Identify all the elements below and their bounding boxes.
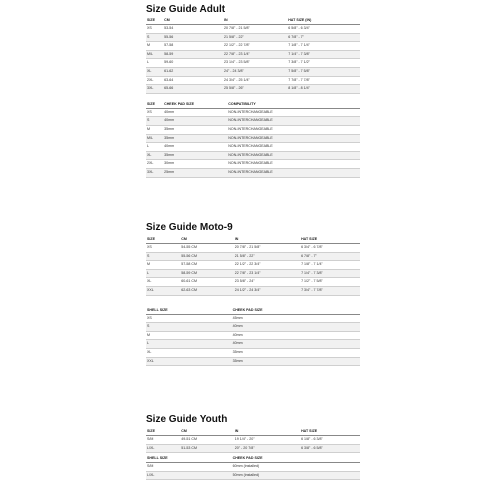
table-row xyxy=(146,471,360,480)
table-row xyxy=(146,444,360,453)
table-cell: XL xyxy=(146,348,232,357)
table-cell: 7 7/8" - 7 7/8" xyxy=(287,76,360,85)
table-cell: XS xyxy=(146,244,180,253)
table-row xyxy=(146,85,360,94)
table-cell: 8 1/8" - 8 1/4" xyxy=(287,85,360,94)
table-cell: XL xyxy=(146,278,180,287)
column-header: HAT SIZE xyxy=(300,236,360,244)
table-cell: 6 3/4" - 6 7/8" xyxy=(300,244,360,253)
table-cell: 57-58 xyxy=(163,42,223,51)
table-row xyxy=(146,314,360,323)
table-cell: S xyxy=(146,117,163,126)
table-cell: 35mm xyxy=(163,134,227,143)
youth-title: Size Guide Youth xyxy=(146,414,228,425)
table-row xyxy=(146,143,360,152)
table-cell: L xyxy=(146,269,180,278)
table-cell: S xyxy=(146,33,163,42)
table-cell: XS xyxy=(146,108,163,117)
table-cell: 40mm xyxy=(232,323,360,332)
table-cell: M/L xyxy=(146,50,163,59)
table-row xyxy=(146,151,360,160)
table-cell: 25 5/8" - 26" xyxy=(223,85,287,94)
table-row xyxy=(146,331,360,340)
table-cell: M xyxy=(146,261,180,270)
column-header: IN xyxy=(223,17,287,25)
table-cell: 58-59 xyxy=(163,50,223,59)
table-cell: M xyxy=(146,331,232,340)
table-cell: NON-INTERCHANGEABLE xyxy=(227,151,360,160)
column-header: SIZE xyxy=(146,17,163,25)
table-row xyxy=(146,50,360,59)
table-cell: 7 5/8" - 7 5/8" xyxy=(287,67,360,76)
adult-section xyxy=(146,4,360,178)
column-header: SIZE xyxy=(146,236,180,244)
table-cell: 20 7/8" - 21 5/8" xyxy=(223,25,287,34)
table-cell: 62-63 CM xyxy=(180,286,234,295)
table-cell: NON-INTERCHANGEABLE xyxy=(227,117,360,126)
table-cell: 55-56 CM xyxy=(180,252,234,261)
table-cell: M xyxy=(146,125,163,134)
table-cell: 22 7/8" - 23 1/4" xyxy=(234,269,300,278)
table-row xyxy=(146,348,360,357)
table-cell: 60mm (installed) xyxy=(232,463,360,472)
table-cell: 30mm xyxy=(163,160,227,169)
table-cell: NON-INTERCHANGEABLE xyxy=(227,108,360,117)
table-cell: 23 5/8" - 24" xyxy=(234,278,300,287)
table-cell: M xyxy=(146,42,163,51)
table-header-row xyxy=(146,307,360,315)
table-row xyxy=(146,67,360,76)
table-header-row xyxy=(146,236,360,244)
table-cell: 35mm xyxy=(163,151,227,160)
table-cell: S/M xyxy=(146,436,180,445)
table-cell: 7 1/4" - 7 3/8" xyxy=(287,50,360,59)
table-row xyxy=(146,108,360,117)
adult-size-table xyxy=(146,17,360,94)
table-cell: S xyxy=(146,252,180,261)
table-row xyxy=(146,286,360,295)
table-row xyxy=(146,340,360,349)
adult-pad-table xyxy=(146,101,360,178)
table-cell: 22 7/8" - 23 1/4" xyxy=(223,50,287,59)
table-cell: 3XL xyxy=(146,168,163,177)
table-row xyxy=(146,436,360,445)
table-cell: XXL xyxy=(146,286,180,295)
column-header: CM xyxy=(180,428,234,436)
table-cell: NON-INTERCHANGEABLE xyxy=(227,143,360,152)
column-header: CM xyxy=(180,236,234,244)
table-cell: 6 7/8" - 7" xyxy=(300,252,360,261)
table-cell: 20" - 20 7/8" xyxy=(234,444,300,453)
table-cell: 58-59 CM xyxy=(180,269,234,278)
table-cell: 35mm xyxy=(163,125,227,134)
table-row xyxy=(146,357,360,366)
table-cell: L xyxy=(146,59,163,68)
table-cell: 61-62 xyxy=(163,67,223,76)
table-row xyxy=(146,160,360,169)
table-cell: 54-55 CM xyxy=(180,244,234,253)
table-row xyxy=(146,76,360,85)
column-header: SIZE xyxy=(146,101,163,109)
table-row xyxy=(146,168,360,177)
table-cell: 2XL xyxy=(146,160,163,169)
youth-section xyxy=(146,414,360,480)
table-cell: 6 3/8" - 6 5/8" xyxy=(300,444,360,453)
table-cell: 22 1/2" - 22 3/4" xyxy=(234,261,300,270)
table-cell: 7 1/4" - 7 3/8" xyxy=(300,269,360,278)
table-cell: 40mm xyxy=(232,331,360,340)
table-cell: 24" - 24 3/8" xyxy=(223,67,287,76)
table-cell: 7 3/4" - 7 7/8" xyxy=(300,286,360,295)
table-cell: 6 7/8" - 7" xyxy=(287,33,360,42)
table-cell: 7 3/8" - 7 1/2" xyxy=(287,59,360,68)
table-cell: 35mm xyxy=(232,348,360,357)
table-cell: NON-INTERCHANGEABLE xyxy=(227,160,360,169)
table-cell: 40mm xyxy=(163,108,227,117)
table-row xyxy=(146,252,360,261)
table-cell: XXL xyxy=(146,357,232,366)
table-row xyxy=(146,117,360,126)
youth-pad-table xyxy=(146,455,360,480)
table-cell: 24 3/4" - 25 1/4" xyxy=(223,76,287,85)
table-cell: 40mm xyxy=(163,143,227,152)
column-header: SIZE xyxy=(146,428,180,436)
table-cell: XL xyxy=(146,67,163,76)
table-cell: 20 7/8" - 21 5/8" xyxy=(234,244,300,253)
table-cell: 65-66 xyxy=(163,85,223,94)
table-cell: 6 5/8" - 6 3/4" xyxy=(287,25,360,34)
table-cell: 6 1/8" - 6 3/8" xyxy=(300,436,360,445)
table-row xyxy=(146,463,360,472)
column-header: CHEEK PAD SIZE xyxy=(232,455,360,463)
table-row xyxy=(146,244,360,253)
table-cell: 40mm xyxy=(232,340,360,349)
moto9-pad-table xyxy=(146,307,360,367)
table-header-row xyxy=(146,455,360,463)
column-header: HAT SIZE xyxy=(300,428,360,436)
table-row xyxy=(146,33,360,42)
table-cell: 24 1/2" - 24 3/4" xyxy=(234,286,300,295)
table-cell: XS xyxy=(146,25,163,34)
table-cell: 50mm (installed) xyxy=(232,471,360,480)
table-cell: L xyxy=(146,340,232,349)
table-cell: 57-58 CM xyxy=(180,261,234,270)
table-row xyxy=(146,261,360,270)
column-header: IN xyxy=(234,428,300,436)
table-row xyxy=(146,323,360,332)
table-row xyxy=(146,125,360,134)
table-cell: S/M xyxy=(146,463,232,472)
table-cell: 53-54 xyxy=(163,25,223,34)
table-cell: 22 1/2" - 22 7/8" xyxy=(223,42,287,51)
table-cell: NON-INTERCHANGEABLE xyxy=(227,134,360,143)
moto9-size-table xyxy=(146,236,360,296)
table-cell: 21 5/8" - 22" xyxy=(234,252,300,261)
table-row xyxy=(146,278,360,287)
moto9-section xyxy=(146,222,360,366)
adult-title: Size Guide Adult xyxy=(146,4,226,15)
table-cell: L xyxy=(146,143,163,152)
table-row xyxy=(146,42,360,51)
table-cell: 2XL xyxy=(146,76,163,85)
table-cell: XL xyxy=(146,151,163,160)
table-cell: 49-51 CM xyxy=(180,436,234,445)
table-row xyxy=(146,59,360,68)
table-row xyxy=(146,134,360,143)
table-cell: 35mm xyxy=(232,357,360,366)
column-header: CM xyxy=(163,17,223,25)
column-header: CHEEK PAD SIZE xyxy=(163,101,227,109)
table-cell: M/L xyxy=(146,134,163,143)
table-cell: NON-INTERCHANGEABLE xyxy=(227,125,360,134)
table-row xyxy=(146,25,360,34)
table-cell: 60-61 CM xyxy=(180,278,234,287)
table-header-row xyxy=(146,17,360,25)
column-header: SHELL SIZE xyxy=(146,307,232,315)
moto9-title: Size Guide Moto-9 xyxy=(146,222,233,233)
table-cell: S xyxy=(146,323,232,332)
column-header: HAT SIZE (IN) xyxy=(287,17,360,25)
table-cell: 3XL xyxy=(146,85,163,94)
table-cell: 7 1/2" - 7 5/8" xyxy=(300,278,360,287)
table-cell: L/XL xyxy=(146,444,180,453)
table-cell: 55-56 xyxy=(163,33,223,42)
table-cell: 7 1/8" - 7 1/4" xyxy=(287,42,360,51)
column-header: CHEEK PAD SIZE xyxy=(232,307,360,315)
table-cell: XS xyxy=(146,314,232,323)
table-cell: 40mm xyxy=(163,117,227,126)
table-cell: 63-64 xyxy=(163,76,223,85)
table-cell: L/XL xyxy=(146,471,232,480)
table-header-row xyxy=(146,101,360,109)
table-header-row xyxy=(146,428,360,436)
youth-size-table xyxy=(146,428,360,453)
table-cell: 7 1/8" - 7 1/4" xyxy=(300,261,360,270)
table-cell: 23 1/4" - 23 5/8" xyxy=(223,59,287,68)
table-cell: 51-53 CM xyxy=(180,444,234,453)
column-header: COMPATIBILITY xyxy=(227,101,360,109)
column-header: SHELL SIZE xyxy=(146,455,232,463)
table-cell: NON-INTERCHANGEABLE xyxy=(227,168,360,177)
table-cell: 25mm xyxy=(163,168,227,177)
table-cell: 19 1/4" - 20" xyxy=(234,436,300,445)
table-cell: 59-60 xyxy=(163,59,223,68)
table-cell: 45mm xyxy=(232,314,360,323)
table-row xyxy=(146,269,360,278)
table-cell: 21 5/8" - 22" xyxy=(223,33,287,42)
column-header: IN xyxy=(234,236,300,244)
